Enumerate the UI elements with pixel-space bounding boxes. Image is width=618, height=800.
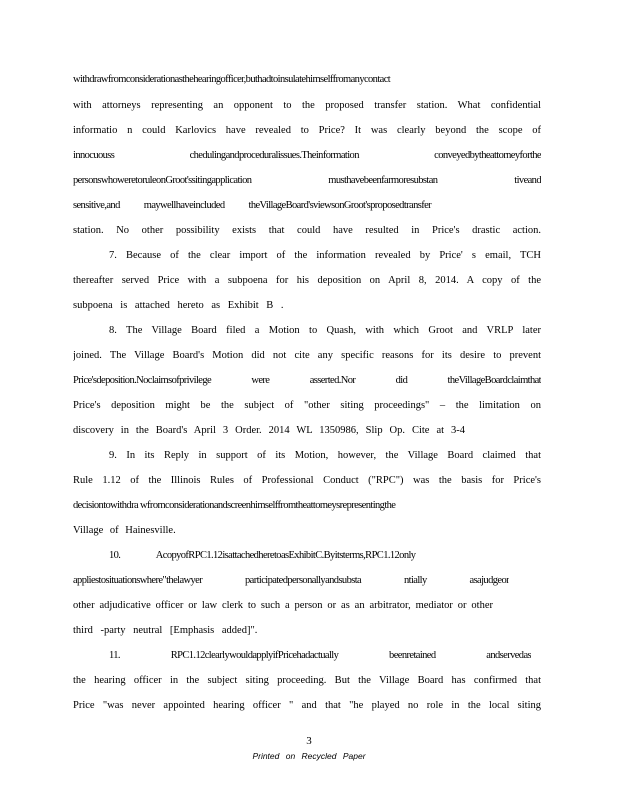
text-line: Price "was never appointed hearing officer " and that "he played no role in the local siting [73,700,541,711]
text-line: personswhoweretoruleonGroot'ssitingapplication musthavebeenfarmoresubstan tiveand [73,175,541,186]
page-number: 3 [306,735,312,747]
text-line: the hearing officer in the subject siting proceeding. But the Village Board has confirmed that [73,675,541,686]
text-line: discovery in the Board's April 3 Order. 2014 WL 1350986, Slip Op. Cite at 3-4 [73,425,465,436]
text-line: subpoena is attached hereto as Exhibit B . [73,300,284,311]
text-line: withdrawfromconsiderationasthehearingofficer,buthadtoinsulatehimselffromanycontact [73,74,391,85]
text-line: thereafter served Price with a subpoena for his deposition on April 8, 2014. A copy of the [73,275,541,286]
text-line: decisiontowithdra wfromconsiderationandscreenhimselffromtheattorneysrepresentingthe [73,500,396,511]
paragraph-8-start: 8. The Village Board filed a Motion to Quash, with which Groot and VRLP later [109,325,541,336]
text-line: station. No other possibility exists that could have resulted in Price's drastic action. [73,225,541,236]
paragraph-11-start: 11. RPC1.12clearlywouldapplyifPricehadactually beenretained andservedas [109,650,531,661]
text-line: other adjudicative officer or law clerk to such a person or as an arbitrator, mediator or other [73,600,493,611]
text-line: joined. The Village Board's Motion did not cite any specific reasons for its desire to prevent [73,350,541,361]
text-line: third -party neutral [Emphasis added]". [73,625,258,636]
text-line: Price's deposition might be the subject of "other siting proceedings" – the limitation on [73,400,541,411]
text-line: informatio n could Karlovics have revealed to Price? It was clearly beyond the scope of [73,125,541,136]
text-line: Village of Hainesville. [73,525,176,536]
text-line: Rule 1.12 of the Illinois Rules of Professional Conduct ("RPC") was the basis for Price's [73,475,541,486]
text-line: appliestosituationswhere"thelawyer participatedpersonallyandsubsta ntially asajudgeor [73,575,509,586]
paragraph-10-start: 10. AcopyofRPC1.12isattachedheretoasExhibitC.Byitsterms,RPC1.12only [109,550,416,561]
text-line: sensitive,and maywellhaveincluded theVillageBoard'sviewsonGroot'sproposedtransfer [73,200,432,211]
page-footer: Printed on Recycled Paper [252,751,366,761]
text-line: with attorneys representing an opponent to the proposed transfer station. What confidential [73,100,541,111]
text-line: Price'sdeposition.Noclaimsofprivilege were asserted.Nor did theVillageBoardclaimthat [73,375,541,386]
paragraph-7-start: 7. Because of the clear import of the information revealed by Price' s email, TCH [109,250,541,261]
text-line: innocuouss chedulingandproceduralissues.Theinformation conveyedbytheattorneyforthe [73,150,541,161]
paragraph-9-start: 9. In its Reply in support of its Motion, however, the Village Board claimed that [109,450,541,461]
